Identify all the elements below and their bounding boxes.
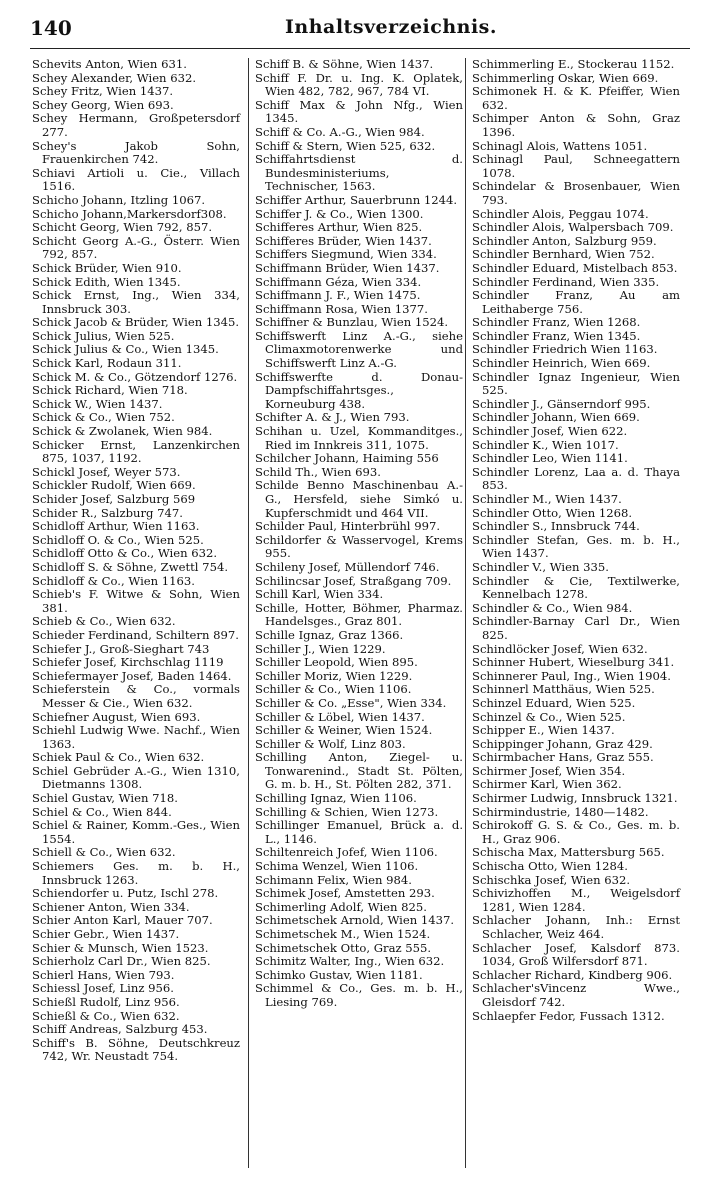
column-divider-1 [248,58,249,1168]
index-entry: Schirokoff G. S. & Co., Ges. m. b. H., Graz 906. [472,818,680,846]
index-entry: Schickler Rudolf, Wien 669. [32,478,196,493]
index-entry: Schindler & Cie, Textilwerke, Kennelbach 1278. [472,573,680,602]
index-entry: Schiel Gebrüder A.-G., Wien 1310, Dietmanns 1308. [32,763,240,792]
index-entry: Schiefermayer Josef, Baden 1464. [32,668,232,683]
index-entry: Schier Gebr., Wien 1437. [32,927,180,941]
index-entry: Schicht Georg A.-G., Österr. Wien 792, 857. [32,233,240,262]
index-entry: Schindler V., Wien 335. [472,559,609,574]
index-entry: Schiller & Weiner, Wien 1524. [255,723,433,738]
index-entry: Schindler K., Wien 1017. [472,437,619,452]
header-rule [30,48,690,49]
index-entry: Schieferstein & Co., vormals Messer & Cie., Wien 632. [32,682,240,710]
index-entry: Schimerling Adolf, Wien 825. [255,899,427,914]
index-entry: Schindler-Barnay Carl Dr., Wien 825. [472,614,680,642]
index-entry: Schiefer J., Groß-Sieghart 743 [32,641,210,656]
index-entry: Schidloff Otto & Co., Wien 632. [32,546,218,561]
index-entry: Schiller Leopold, Wien 895. [255,655,418,670]
index-entry: Schiff B. & Söhne, Wien 1437. [255,57,434,71]
index-entry: Schimetschek Arnold, Wien 1437. [255,913,455,928]
index-entry: Schille, Hotter, Böhmer, Pharmaz. Handelsges., Graz 801. [255,600,463,629]
index-entry: Schick & Co., Wien 752. [32,410,175,425]
index-entry: Schick Julius, Wien 525. [32,328,175,343]
index-entry: Schinnerer Paul, Ing., Wien 1904. [472,668,671,683]
index-entry: Schiller & Wolf, Linz 803. [255,736,406,751]
index-entry: Schindler Alois, Walpersbach 709. [472,220,674,235]
index-entry: Schieb & Co., Wien 632. [32,614,176,629]
index-entry: Schilling Anton, Ziegel- u. Tonwarenind., Stadt St. Pölten, G. m. b. H., St. Pölten 282, 371. [255,750,463,792]
page-title: Inhaltsverzeichnis. [285,16,497,38]
index-entry: Schipper E., Wien 1437. [472,723,615,738]
index-entry: Schlacher Richard, Kindberg 906. [472,967,673,982]
index-entry: Schiller J., Wien 1229. [255,641,386,656]
index-entry: Schindler S., Innsbruck 744. [472,519,640,534]
index-entry: Schiemers Ges. m. b. H., Innsbruck 1263. [32,859,240,887]
index-entry: Schiffmann Géza, Wien 334. [255,274,422,289]
index-entry: Schicho Johann,Markersdorf308. [32,206,227,221]
index-entry: Schiel Gustav, Wien 718. [32,791,178,806]
index-entry: Schindler & Co., Wien 984. [472,600,633,615]
index-entry: Schlaepfer Fedor, Fussach 1312. [472,1008,665,1023]
index-entry: Schimetschek M., Wien 1524. [255,927,431,941]
index-entry: Schick M. & Co., Götzendorf 1276. [32,369,238,384]
index-entry: Schimmerling E., Stockerau 1152. [472,57,675,71]
index-entry: Schiff & Stern, Wien 525, 632. [255,138,436,153]
index-entry: Schimmerling Oskar, Wien 669. [472,70,659,85]
column-divider-2 [465,58,466,1168]
index-entry: Schindler Ignaz Ingenieur, Wien 525. [472,369,680,398]
index-entry: Schidloff & Co., Wien 1163. [32,573,195,588]
index-entry: Schick Karl, Rodaun 311. [32,356,182,371]
index-entry: Schiller & Co. „Esse", Wien 334. [255,695,447,710]
index-entry: Schiffswerft Linz A.-G., siehe Climaxmotorenwerke und Schiffswerft Linz A.-G. [255,328,463,371]
index-entry: Schey Alexander, Wien 632. [32,70,197,85]
index-entry: Schindler Franz, Wien 1268. [472,315,641,330]
index-entry: Schick Julius & Co., Wien 1345. [32,342,219,357]
index-entry: Schilincsar Josef, Straßgang 709. [255,573,452,588]
index-entry: Schinagl Paul, Schneegattern 1078. [472,152,680,180]
index-entry: Schiffner & Bunzlau, Wien 1524. [255,315,449,330]
index-entry: Schlacher Josef, Kalsdorf 873. 1034, Groß Wilfersdorf 871. [472,940,680,969]
index-entry: Schiffswerfte d. Donau-Dampfschiffahrtsges., Korneuburg 438. [255,369,463,411]
index-entry: Schippinger Johann, Graz 429. [472,736,653,751]
index-entry: Schier Anton Karl, Mauer 707. [32,913,213,928]
index-entry: Schilde Benno Maschinenbau A.-G., Hersfeld, siehe Simkó u. Kupferschmidt und 464 VII. [255,478,463,520]
index-entry: Schivizhoffen M., Weigelsdorf 1281, Wien 1284. [472,886,680,914]
index-entry: Schierholz Carl Dr., Wien 825. [32,954,211,969]
index-entry: Schinner Hubert, Wieselburg 341. [472,655,675,670]
index-entry: Schirmer Ludwig, Innsbruck 1321. [472,791,678,806]
index-entry: Schifter A. & J., Wien 793. [255,410,410,425]
page-number: 140 [30,16,72,40]
index-entry: Schider Josef, Salzburg 569 [32,492,196,506]
index-column-1 [32,58,240,1064]
index-entry: Schimek Josef, Amstetten 293. [255,886,435,901]
index-entry: Schiff Andreas, Salzburg 453. [32,1022,208,1037]
index-entry: Schicho Johann, Itzling 1067. [32,192,206,207]
index-entry: Schiltenreich Jofef, Wien 1106. [255,845,438,860]
index-column-2 [255,58,463,1010]
index-entry: Schilling & Schien, Wien 1273. [255,804,439,819]
index-entry: Schifferes Brüder, Wien 1437. [255,233,432,248]
index-entry: Schiff & Co. A.-G., Wien 984. [255,124,425,139]
index-entry: Schiel & Rainer, Komm.-Ges., Wien 1554. [32,818,240,846]
index-entry: Schinzel Eduard, Wien 525. [472,695,636,710]
index-entry: Schiek Paul & Co., Wien 632. [32,750,205,765]
index-entry: Schimetschek Otto, Graz 555. [255,940,432,955]
index-entry: Schick Jacob & Brüder, Wien 1345. [32,315,240,330]
index-entry: Schlacher Johann, Inh.: Ernst Schlacher, Weiz 464. [472,913,680,941]
index-entry: Schimitz Walter, Ing., Wien 632. [255,954,445,969]
index-entry: Schidloff O. & Co., Wien 525. [32,532,204,547]
page-header [0,0,721,44]
index-entry: Schiell & Co., Wien 632. [32,845,176,860]
index-entry: Schiller & Löbel, Wien 1437. [255,709,425,724]
index-entry: Schicker Ernst, Lanzenkirchen 875, 1037, 1192. [32,437,240,466]
index-entry: Schieder Ferdinand, Schiltern 897. [32,627,239,642]
index-entry: Schiff's B. Söhne, Deutschkreuz 742, Wr. Neustadt 754. [32,1035,240,1064]
index-entry: Schiefner August, Wien 693. [32,709,201,724]
index-entry: Schiendorfer u. Putz, Ischl 278. [32,886,219,901]
index-entry: Schiffahrtsdienst d. Bundesministeriums, Technischer, 1563. [255,152,463,194]
index-entry: Schima Wenzel, Wien 1106. [255,859,419,874]
index-entry: Schiehl Ludwig Wwe. Nachf., Wien 1363. [32,723,240,751]
index-entry: Schindler Lorenz, Laa a. d. Thaya 853. [472,464,680,493]
index-entry: Schlacher'sVincenz Wwe., Gleisdorf 742. [472,981,680,1009]
index-entry: Schilcher Johann, Haiming 556 [255,451,439,466]
index-entry: Schindler Bernhard, Wien 752. [472,247,655,262]
index-entry: Schider R., Salzburg 747. [32,505,183,520]
index-entry: Schindler Josef, Wien 622. [472,424,628,439]
index-entry: Schinzel & Co., Wien 525. [472,709,626,724]
index-entry: Schindler M., Wien 1437. [472,492,622,506]
index-entry: Schey Georg, Wien 693. [32,97,174,112]
index-entry: Schiavi Artioli u. Cie., Villach 1516. [32,165,240,194]
index-entry: Schick Edith, Wien 1345. [32,274,181,289]
index-entry: Schey's Jakob Sohn, Frauenkirchen 742. [32,138,240,167]
index-entry: Schindler Heinrich, Wien 669. [472,356,651,371]
index-entry: Schillinger Emanuel, Brück a. d. L., 1146. [255,818,463,846]
index-entry: Schidloff S. & Söhne, Zwettl 754. [32,559,229,574]
index-entry: Schiffmann Rosa, Wien 1377. [255,301,428,316]
index-entry: Schießl Rudolf, Linz 956. [32,994,180,1009]
index-entry: Schiffers Siegmund, Wien 334. [255,247,437,262]
index-entry: Schick Brüder, Wien 910. [32,260,182,275]
index-entry: Schidloff Arthur, Wien 1163. [32,519,200,534]
index-entry: Schirmer Josef, Wien 354. [472,763,626,778]
index-entry: Schiffer J. & Co., Wien 1300. [255,206,424,221]
index-entry: Schischka Josef, Wien 632. [472,872,631,887]
index-entry: Schild Th., Wien 693. [255,464,381,479]
index-entry: Schischa Otto, Wien 1284. [472,859,628,874]
index-entry: Schießl & Co., Wien 632. [32,1008,180,1023]
index-entry: Schiller Moriz, Wien 1229. [255,668,413,683]
index-entry: Schindler Alois, Peggau 1074. [472,206,649,221]
index-entry: Schindler Stefan, Ges. m. b. H., Wien 1437. [472,532,680,561]
index-entry: Schiel & Co., Wien 844. [32,804,172,819]
index-entry: Schindler Franz, Wien 1345. [472,328,641,343]
index-entry: Schirmbacher Hans, Graz 555. [472,750,654,765]
index-entry: Schille Ignaz, Graz 1366. [255,627,404,642]
index-entry: Schier & Munsch, Wien 1523. [32,940,209,955]
index-entry: Schimko Gustav, Wien 1181. [255,967,423,982]
index-entry: Schevits Anton, Wien 631. [32,57,187,71]
index-column-3 [472,58,680,1023]
index-entry: Schiffmann Brüder, Wien 1437. [255,260,440,275]
index-entry: Schierl Hans, Wien 793. [32,967,175,982]
index-entry: Schilder Paul, Hinterbrühl 997. [255,519,441,534]
index-entry: Schindler Friedrich Wien 1163. [472,342,658,357]
index-entry: Schick Ernst, Ing., Wien 334, Innsbruck 303. [32,288,240,316]
index-entry: Schindlöcker Josef, Wien 632. [472,641,648,656]
index-entry: Schindler Johann, Wien 669. [472,410,640,425]
index-entry: Schimann Felix, Wien 984. [255,872,412,887]
index-entry: Schickl Josef, Weyer 573. [32,464,181,479]
index-entry: Schihan u. Uzel, Kommanditges., Ried im Innkreis 311, 1075. [255,424,463,452]
index-entry: Schimper Anton & Sohn, Graz 1396. [472,111,680,139]
index-entry: Schimmel & Co., Ges. m. b. H., Liesing 769. [255,981,463,1009]
index-entry: Schill Karl, Wien 334. [255,587,384,602]
index-entry: Schinnerl Matthäus, Wien 525. [472,682,655,697]
index-entry: Schileny Josef, Müllendorf 746. [255,559,440,574]
index-entry: Schiller & Co., Wien 1106. [255,682,412,697]
index-entry: Schiener Anton, Wien 334. [32,899,190,914]
index-entry: Schindler Anton, Salzburg 959. [472,233,657,248]
index-entry: Schindelar & Brosenbauer, Wien 793. [472,179,680,207]
index-entry: Schindler Otto, Wien 1268. [472,505,633,520]
index-entry: Schieb's F. Witwe & Sohn, Wien 381. [32,587,240,615]
index-entry: Schirmer Karl, Wien 362. [472,777,622,792]
index-entry: Schiff Max & John Nfg., Wien 1345. [255,97,463,126]
index-entry: Schilling Ignaz, Wien 1106. [255,791,417,806]
index-entry: Schifferes Arthur, Wien 825. [255,220,423,235]
index-entry: Schildorfer & Wasservogel, Krems 955. [255,532,463,561]
index-entry: Schimonek H. & K. Pfeiffer, Wien 632. [472,84,680,112]
index-entry: Schick & Zwolanek, Wien 984. [32,424,213,439]
index-entry: Schey Hermann, Großpetersdorf 277. [32,111,240,139]
index-entry: Schey Fritz, Wien 1437. [32,84,174,99]
index-entry: Schinagl Alois, Wattens 1051. [472,138,648,153]
index-entry: Schindler Leo, Wien 1141. [472,451,628,466]
index-entry: Schindler Ferdinand, Wien 335. [472,274,660,289]
index-entry: Schirmindustrie, 1480—1482. [472,804,649,819]
index-entry: Schick W., Wien 1437. [32,396,163,411]
index-entry: Schick Richard, Wien 718. [32,383,188,398]
index-entry: Schiefer Josef, Kirchschlag 1119 [32,655,224,670]
index-entry: Schiffmann J. F., Wien 1475. [255,288,421,303]
index-entry: Schindler Eduard, Mistelbach 853. [472,260,678,275]
index-entry: Schindler J., Gänserndorf 995. [472,396,651,411]
index-entry: Schindler Franz, Au am Leithaberge 756. [472,288,680,316]
index-entry: Schicht Georg, Wien 792, 857. [32,220,213,235]
index-entry: Schiffer Arthur, Sauerbrunn 1244. [255,192,458,207]
index-entry: Schischa Max, Mattersburg 565. [472,845,665,860]
index-entry: Schiff F. Dr. u. Ing. K. Oplatek, Wien 482, 782, 967, 784 VI. [255,70,463,99]
index-entry: Schiessl Josef, Linz 956. [32,981,174,996]
